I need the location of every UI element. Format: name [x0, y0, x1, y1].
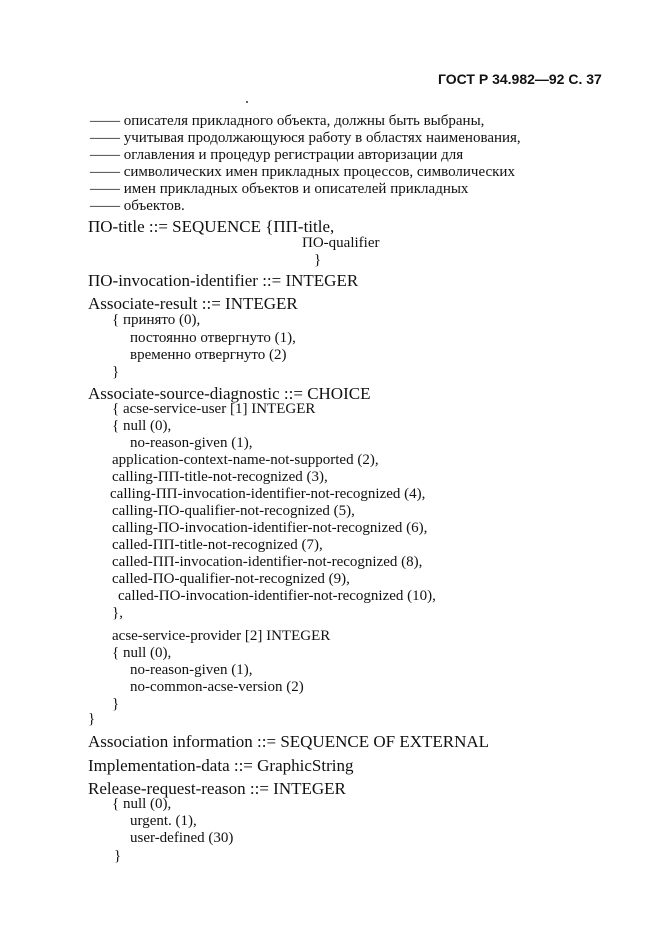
asn-line: постоянно отвергнуто (1), [130, 330, 296, 346]
asn-line: called-ПП-title-not-recognized (7), [112, 537, 323, 553]
asn-line: acse-service-provider [2] INTEGER [112, 628, 331, 644]
asn-line: } [314, 252, 322, 268]
asn-line: ПО-title ::= SEQUENCE {ПП-title, [88, 217, 335, 236]
asn-line: временно отвергнуто (2) [130, 347, 287, 363]
asn-line: Implementation-data ::= GraphicString [88, 756, 354, 775]
asn-line: { null (0), [112, 418, 172, 434]
asn-line: { null (0), [112, 796, 172, 812]
ink-speck [246, 101, 248, 103]
intro-line: —— учитывая продолжающуюся работу в областях наименования, [90, 130, 521, 146]
asn-line: { acse-service-user [1] INTEGER [112, 401, 316, 417]
asn-line: urgent. (1), [130, 813, 197, 829]
asn-line: called-ПО-invocation-identifier-not-recognized (10), [118, 588, 436, 604]
intro-line: —— объектов. [90, 198, 185, 214]
asn-line: no-reason-given (1), [130, 662, 253, 678]
asn-line: } [114, 848, 122, 864]
intro-line: —— символических имен прикладных процессов, символических [90, 164, 515, 180]
intro-line: —— имен прикладных объектов и описателей прикладных [90, 181, 469, 197]
asn-line: Associate-source-diagnostic ::= CHOICE [88, 384, 371, 403]
asn-line: called-ПП-invocation-identifier-not-recognized (8), [112, 554, 423, 570]
asn-line: } [112, 364, 120, 380]
asn-line: Association information ::= SEQUENCE OF EXTERNAL [88, 732, 490, 751]
asn-line: no-reason-given (1), [130, 435, 253, 451]
asn-line: } [88, 711, 96, 727]
asn-line: application-context-name-not-supported (2), [112, 452, 379, 468]
intro-line: —— описателя прикладного объекта, должны быть выбраны, [90, 113, 485, 129]
asn-line: calling-ПО-invocation-identifier-not-recognized (6), [112, 520, 428, 536]
asn-line: ПО-qualifier [302, 235, 380, 251]
asn-line: calling-ПП-title-not-recognized (3), [112, 469, 328, 485]
asn-line: called-ПО-qualifier-not-recognized (9), [112, 571, 350, 587]
page-header: ГОСТ Р 34.982—92 С. 37 [438, 71, 602, 87]
asn-line: calling-ПП-invocation-identifier-not-recognized (4), [110, 486, 426, 502]
asn-line: ПО-invocation-identifier ::= INTEGER [88, 271, 359, 290]
asn-line: }, [112, 605, 123, 621]
asn-line: { принято (0), [112, 312, 201, 328]
asn-line: { null (0), [112, 645, 172, 661]
asn-line: user-defined (30) [130, 830, 234, 846]
asn-line: no-common-acse-version (2) [130, 679, 304, 695]
asn-line: calling-ПО-qualifier-not-recognized (5), [112, 503, 355, 519]
intro-line: —— оглавления и процедур регистрации авторизации для [90, 147, 464, 163]
asn-line: Associate-result ::= INTEGER [88, 294, 298, 313]
asn-line: } [112, 696, 120, 712]
asn-line: Release-request-reason ::= INTEGER [88, 779, 346, 798]
